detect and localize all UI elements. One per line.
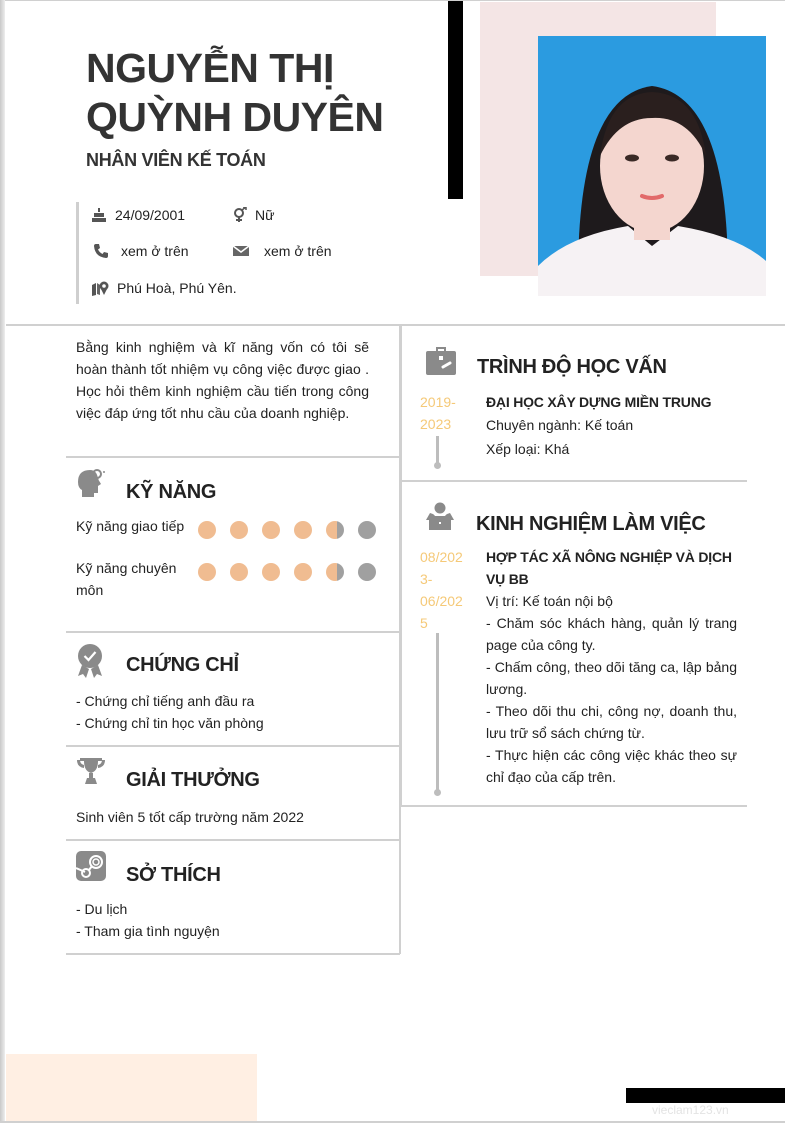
rating-dot-filled — [230, 521, 248, 539]
decorative-peach-block — [6, 1054, 257, 1123]
name-line-1: NGUYỄN THỊ — [86, 45, 334, 91]
education-entry — [486, 391, 738, 460]
certificate-item: - Chứng chỉ tiếng anh đầu ra — [76, 693, 255, 709]
date-line: 5 — [420, 615, 428, 631]
date-line: 06/202 — [420, 593, 463, 609]
divider-experience-end — [401, 805, 747, 807]
steam-icon — [76, 851, 106, 881]
rating-dot-filled — [198, 521, 216, 539]
map-pin-icon — [91, 280, 109, 296]
divider-hobbies-end — [66, 953, 400, 955]
rating-dot-filled — [262, 521, 280, 539]
duty-item: - Thực hiện các công việc khác theo sự chỉ đạo của cấp trên. — [486, 747, 737, 785]
rating-dot-filled — [230, 563, 248, 581]
education-title: TRÌNH ĐỘ HỌC VẤN — [477, 356, 667, 378]
experience-header — [424, 502, 706, 535]
rating-dot-half — [326, 563, 344, 581]
page-edge-top — [0, 0, 785, 1]
duty-item: - Chăm sóc khách hàng, quản lý trang page của công ty. — [486, 615, 737, 653]
portrait-illustration — [538, 36, 766, 296]
school-name: ĐẠI HỌC XÂY DỰNG MIỀN TRUNG — [486, 394, 712, 410]
hobbies-title: SỞ THÍCH — [126, 864, 221, 886]
divider-education-experience — [401, 480, 747, 482]
trophy-icon — [76, 757, 106, 785]
grade: Xếp loại: Khá — [486, 441, 570, 457]
birthday-cake-icon — [91, 207, 107, 223]
duty-item: - Chấm công, theo dõi tăng ca, lập bảng lương. — [486, 659, 737, 697]
phone-icon — [93, 243, 109, 259]
header-divider — [6, 324, 785, 326]
envelope-icon — [233, 245, 249, 257]
page-edge-left — [0, 0, 5, 1123]
date-line: 2019- — [420, 394, 456, 410]
job-title: NHÂN VIÊN KẾ TOÁN — [86, 150, 266, 170]
certificate-badge-icon — [76, 643, 104, 679]
phone-value: xem ở trên — [121, 243, 189, 259]
company-name: HỢP TÁC XÃ NÔNG NGHIỆP VÀ DỊCH VỤ BB — [486, 549, 732, 587]
gender-icon — [233, 207, 247, 223]
divider-certs-awards — [66, 745, 399, 747]
award-item: Sinh viên 5 tốt cấp trường năm 2022 — [76, 809, 304, 825]
timeline-line — [436, 436, 439, 463]
skill-label: Kỹ năng giao tiếp — [76, 518, 185, 534]
birthday-row — [91, 207, 185, 223]
contact-info — [76, 202, 379, 304]
phone-row — [93, 243, 189, 259]
watermark: vieclam123.vn — [652, 1103, 729, 1117]
awards-header — [76, 757, 260, 791]
rating-dot-filled — [262, 563, 280, 581]
briefcase-icon — [426, 347, 456, 375]
profile-photo — [538, 36, 766, 296]
certificate-list — [76, 690, 264, 734]
education-date — [420, 391, 456, 435]
certificate-item: - Chứng chỉ tin học văn phòng — [76, 715, 264, 731]
experience-entry — [486, 546, 737, 788]
column-divider-right — [400, 326, 402, 806]
rating-dot-filled — [294, 521, 312, 539]
position: Vị trí: Kế toán nội bộ — [486, 593, 613, 609]
timeline-line — [436, 633, 439, 790]
award-list — [76, 806, 304, 828]
candidate-name — [86, 44, 436, 142]
date-line: 2023 — [420, 416, 452, 432]
hobby-item: - Tham gia tình nguyện — [76, 923, 220, 939]
certificates-title: CHỨNG CHỈ — [126, 654, 239, 676]
date-line: 3- — [420, 571, 433, 587]
email-value: xem ở trên — [264, 243, 332, 259]
person-laptop-icon — [424, 502, 456, 530]
hobby-list — [76, 898, 220, 942]
rating-dot-filled — [198, 563, 216, 581]
education-header — [426, 347, 667, 378]
major: Chuyên ngành: Kế toán — [486, 417, 634, 433]
skill-rating — [198, 563, 390, 581]
head-lightbulb-icon — [76, 466, 108, 498]
skills-title: KỸ NĂNG — [126, 481, 217, 503]
divider-summary-skills — [66, 456, 399, 458]
rating-dot-empty — [358, 563, 376, 581]
experience-date — [420, 546, 463, 634]
gender-row — [233, 207, 274, 223]
email-row — [233, 243, 332, 259]
rating-dot-empty — [358, 521, 376, 539]
certificates-header — [76, 643, 239, 679]
duty-item: - Theo dõi thu chi, công nợ, doanh thu, lưu trữ sổ sách chứng từ. — [486, 703, 737, 741]
timeline-dot — [434, 462, 441, 469]
decorative-black-strip — [626, 1088, 785, 1103]
name-line-2: QUỲNH DUYÊN — [86, 94, 384, 140]
divider-skills-certs — [66, 631, 399, 633]
birthday-value: 24/09/2001 — [115, 207, 186, 223]
hobby-item: - Du lịch — [76, 901, 128, 917]
decorative-black-bar — [448, 1, 463, 199]
timeline-dot — [434, 789, 441, 796]
date-line: 08/202 — [420, 549, 463, 565]
address-value: Phú Hoà, Phú Yên. — [117, 280, 237, 296]
hobbies-header — [76, 851, 221, 886]
gender-value: Nữ — [255, 207, 275, 223]
career-summary: Bằng kinh nghiệm và kĩ năng vốn có tôi sẽ hoàn thành tốt nhiệm vụ công việc được giao . Học hỏi thêm kinh nghiệm cầu tiến trong công việc đáp ứng tốt nhu cầu của doanh nghiệp. — [76, 339, 369, 421]
awards-title: GIẢI THƯỞNG — [126, 769, 260, 791]
rating-dot-half — [326, 521, 344, 539]
skill-label: Kỹ năng chuyên môn — [76, 560, 177, 598]
skill-rating — [198, 521, 390, 539]
experience-title: KINH NGHIỆM LÀM VIỆC — [476, 513, 706, 535]
divider-awards-hobbies — [66, 839, 399, 841]
rating-dot-filled — [294, 563, 312, 581]
skills-header — [76, 466, 217, 503]
address-row — [91, 280, 237, 296]
